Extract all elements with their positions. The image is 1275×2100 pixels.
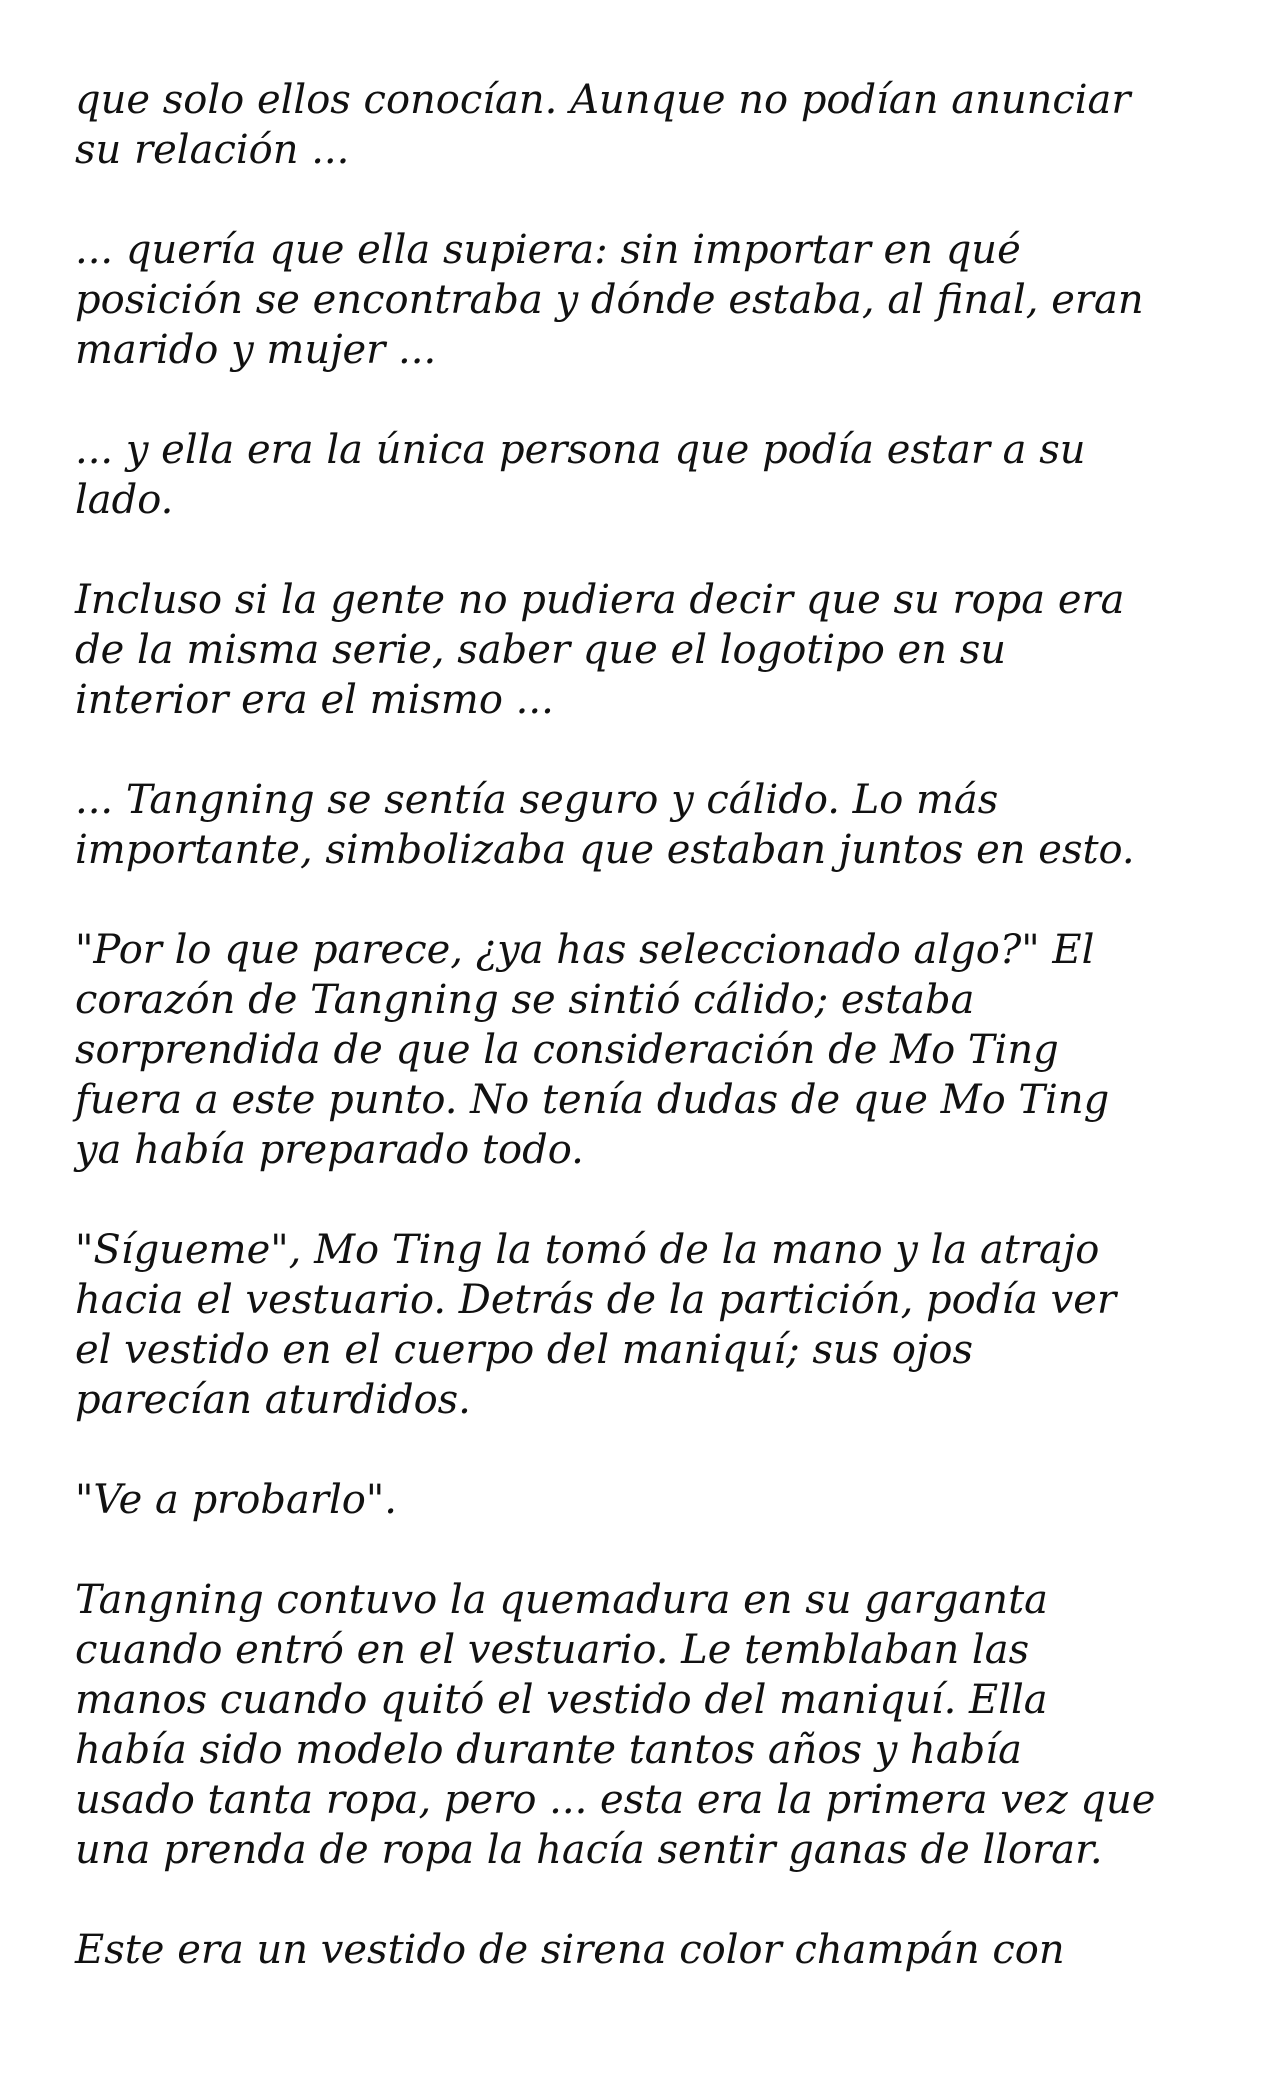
paragraph-10: Este era un vestido de sirena color champán con xyxy=(75,1927,1065,1973)
document-page xyxy=(75,75,1205,2025)
paragraph-4: Incluso si la gente no pudiera decir que su ropa era de la misma serie, saber que el logotipo en su interior era el mismo ... xyxy=(75,577,1125,723)
paragraph-2: ... quería que ella supiera: sin importar en qué posición se encontraba y dónde estaba, al final, eran marido y mujer ... xyxy=(75,227,1144,373)
paragraph-3: ... y ella era la única persona que podía estar a su lado. xyxy=(75,427,1086,523)
paragraph-7: "Sígueme", Mo Ting la tomó de la mano y la atrajo hacia el vestuario. Detrás de la partición, podía ver el vestido en el cuerpo del maniquí; sus ojos parecían aturdidos. xyxy=(75,1227,1117,1423)
paragraph-1: que solo ellos conocían. Aunque no podían anunciar su relación ... xyxy=(75,77,1131,173)
paragraph-9: Tangning contuvo la quemadura en su garganta cuando entró en el vestuario. Le temblaban las manos cuando quitó el vestido del maniquí. Ella había sido modelo durante tantos años y había usado tanta ropa, pero ... esta era la primera vez que una prenda de ropa la hacía sentir ganas de llorar. xyxy=(75,1577,1156,1873)
paragraph-8: "Ve a probarlo". xyxy=(75,1477,397,1523)
paragraph-5: ... Tangning se sentía seguro y cálido. Lo más importante, simbolizaba que estaban juntos en esto. xyxy=(75,777,1135,873)
paragraph-6: "Por lo que parece, ¿ya has seleccionado algo?" El corazón de Tangning se sintió cálido; estaba sorprendida de que la consideración de Mo Ting fuera a este punto. No tenía dudas de que Mo Ting ya había preparado todo. xyxy=(75,927,1110,1173)
